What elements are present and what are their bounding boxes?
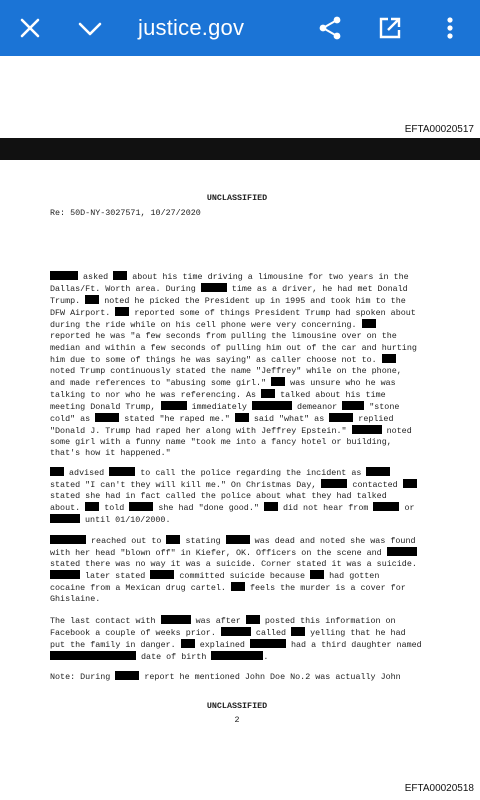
close-icon[interactable]: [14, 0, 46, 56]
redaction-block: [291, 627, 305, 636]
redaction-block: [150, 570, 174, 579]
redaction-block: [50, 651, 136, 660]
redaction-block: [50, 467, 64, 476]
redaction-block: [382, 354, 396, 363]
redaction-block: [271, 377, 285, 386]
share-icon[interactable]: [312, 0, 348, 56]
redaction-block: [352, 425, 382, 434]
site-title: justice.gov: [138, 15, 245, 40]
redaction-block: [85, 295, 99, 304]
redaction-block: [231, 582, 245, 591]
redaction-block: [366, 467, 390, 476]
redaction-block: [252, 401, 292, 410]
redaction-block: [211, 651, 263, 660]
redaction-block: [166, 535, 180, 544]
redaction-block: [113, 271, 127, 280]
redaction-block: [50, 535, 86, 544]
paragraph: asked about his time driving a limousine for two years in the Dallas/Ft. Worth area. During time as a driver, he had met Donald Trump. noted he picked the President up in 1995 and took him to the DFW Airport. reported some of things President Trump had spoken about during the ride while on his cell phone were very concerning. reported he was "a few seconds from pulling the limousine over on the median and within a few seconds of pulling him out of the car and hurting him due to some of things he was saying" as caller choose not to. noted Trump continuously stated the name "Jeffrey" while on the phone, and made references to "abusing some girl." was unsure who he was talking to nor who he was referencing. As talked about his time meeting Donald Trump, immediately demeanor "stone cold" as stated "he raped me." said "what" as replied "Donald J. Trump had raped her along with Jeffrey Epstein." noted some girl with a funny name "took me into a fancy hotel or building, that's how it happened.": [50, 272, 417, 459]
redaction-block: [403, 479, 417, 488]
redaction-block: [115, 671, 139, 680]
redaction-block: [226, 535, 250, 544]
classification-footer: UNCLASSIFIED: [206, 701, 268, 711]
bates-number-bottom: EFTA00020518: [404, 783, 474, 794]
redaction-block: [221, 627, 251, 636]
redaction-block: [261, 389, 275, 398]
paragraph: reached out to stating was dead and noted she was found with her head "blown off" in Kiefer, OK. Officers on the scene and stated there was no way it was a suicide. Corner stated it was a suicide. later stated committed suicide because had gotten cocaine from a Mexican drug cartel. feels the murder is a cover for Ghislaine.: [50, 536, 417, 605]
redaction-block: [246, 615, 260, 624]
redaction-block: [161, 401, 187, 410]
file-reference-line: Re: 50D-NY-3027571, 10/27/2020: [50, 208, 201, 218]
bates-number-top: EFTA00020517: [404, 124, 474, 135]
redaction-block: [362, 319, 376, 328]
redaction-block: [264, 502, 278, 511]
classification-header: UNCLASSIFIED: [206, 193, 268, 203]
redaction-block: [250, 639, 286, 648]
paragraph: Note: During report he mentioned John Doe No.2 was actually John: [50, 672, 401, 682]
redaction-block: [50, 570, 80, 579]
redaction-block: [321, 479, 347, 488]
page-header-bar: [0, 138, 480, 160]
redaction-block: [342, 401, 364, 410]
page-number: 2: [234, 715, 240, 725]
redaction-block: [95, 413, 119, 422]
redaction-block: [50, 271, 78, 280]
redaction-block: [85, 502, 99, 511]
redaction-block: [235, 413, 249, 422]
browser-toolbar: [0, 0, 480, 56]
redaction-block: [310, 570, 324, 579]
more-vertical-icon[interactable]: [432, 0, 468, 56]
redaction-block: [373, 502, 399, 511]
open-external-icon[interactable]: [372, 0, 408, 56]
chevron-down-icon[interactable]: [74, 0, 106, 56]
redaction-block: [201, 283, 227, 292]
redaction-block: [329, 413, 353, 422]
redaction-block: [115, 307, 129, 316]
redaction-block: [129, 502, 153, 511]
redaction-block: [161, 615, 191, 624]
redaction-block: [109, 467, 135, 476]
redaction-block: [387, 547, 417, 556]
redaction-block: [50, 514, 80, 523]
paragraph: The last contact with was after posted this information on Facebook a couple of weeks prior. called yelling that he had put the family in danger. explained had a third daughter named date of birth .: [50, 616, 422, 663]
redaction-block: [181, 639, 195, 648]
paragraph: advised to call the police regarding the incident as stated "I can't they will kill me." On Christmas Day, contacted stated she had in fact called the police about what they had talked about. told she had "done good." did not hear from or until 01/10/2000.: [50, 467, 432, 526]
